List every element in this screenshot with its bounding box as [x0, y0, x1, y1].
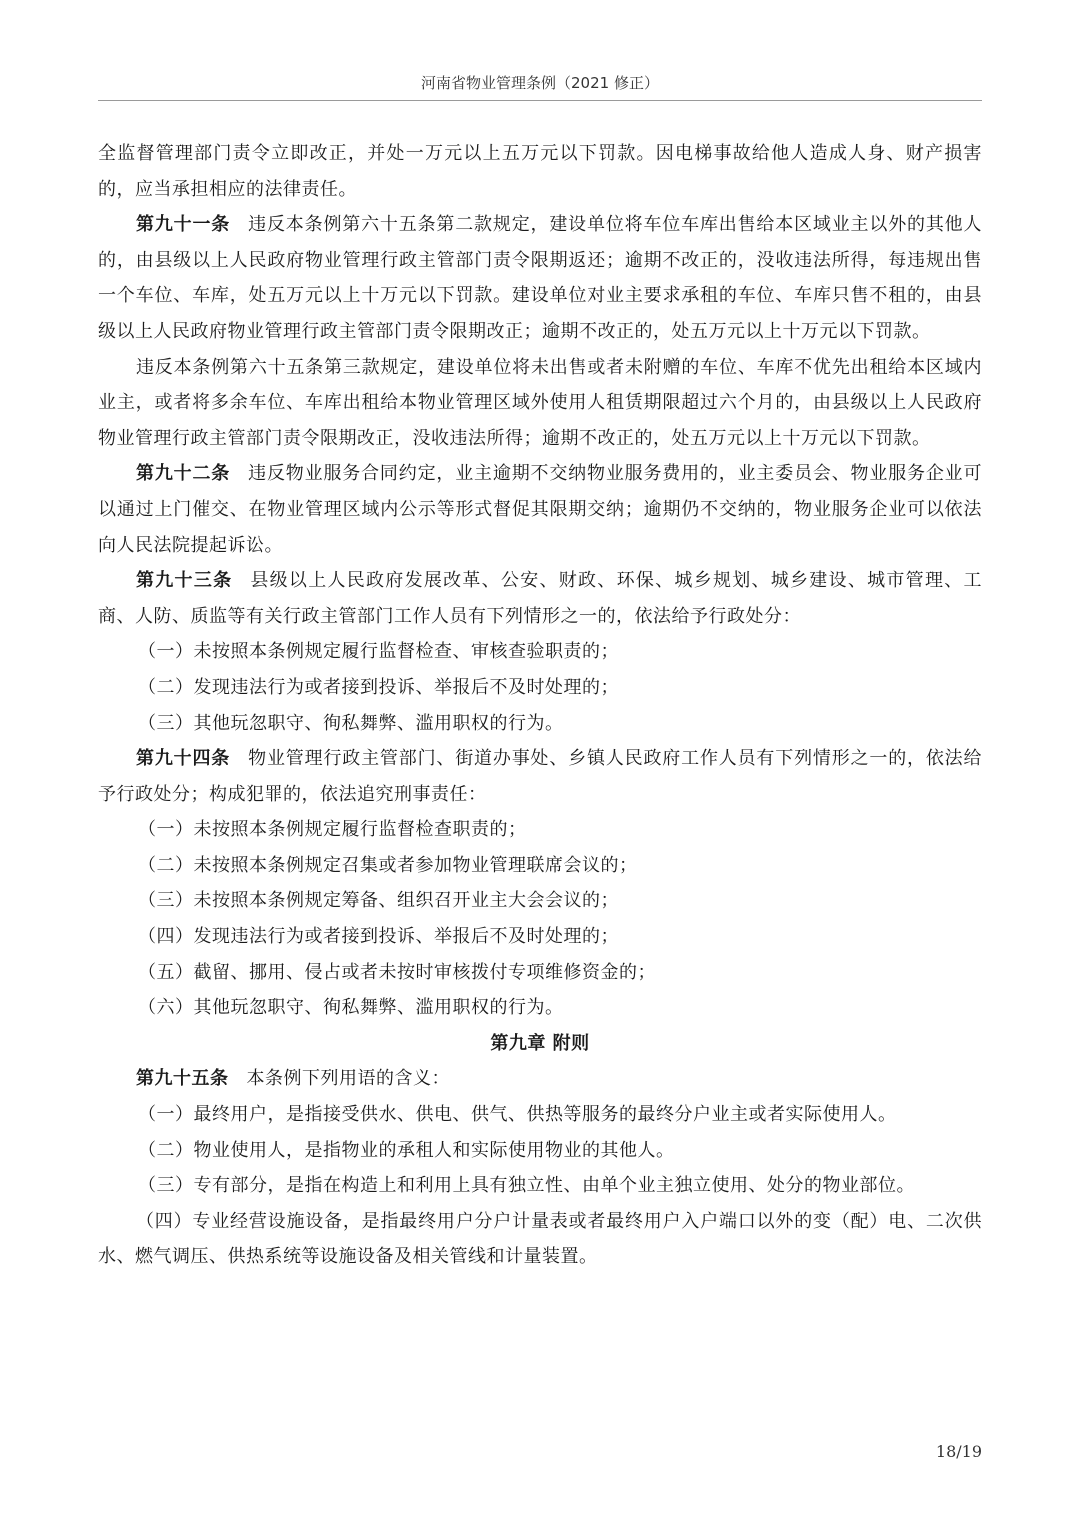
- article-number: 第九十四条: [136, 748, 231, 770]
- list-item: （四）专业经营设施设备，是指最终用户分户计量表或者最终用户入户端口以外的变（配）电、二次供水、燃气调压、供热系统等设施设备及相关管线和计量装置。: [98, 1210, 982, 1268]
- list-item: （三）未按照本条例规定筹备、组织召开业主大会会议的；: [138, 890, 619, 912]
- article-number: 第九十二条: [136, 463, 231, 485]
- page-header: [98, 66, 982, 101]
- article-text: 违反物业服务合同约定，业主逾期不交纳物业服务费用的，业主委员会、物业服务企业可以通过上门催交、在物业管理区域内公示等形式督促其限期交纳；逾期仍不交纳的，物业服务企业可以依法向人民法院提起诉讼。: [98, 463, 983, 556]
- list-item: （二）发现违法行为或者接到投诉、举报后不及时处理的；: [138, 676, 619, 698]
- article-text: 本条例下列用语的含义：: [246, 1068, 450, 1090]
- list-item: （一）最终用户，是指接受供水、供电、供气、供热等服务的最终分户业主或者实际使用人。: [138, 1104, 897, 1126]
- list-item: （二）未按照本条例规定召集或者参加物业管理联席会议的；: [138, 854, 638, 876]
- list-item: （二）物业使用人，是指物业的承租人和实际使用物业的其他人。: [138, 1139, 675, 1161]
- article-text: 县级以上人民政府发展改革、公安、财政、环保、城乡规划、城乡建设、城市管理、工商、人防、质监等有关行政主管部门工作人员有下列情形之一的，依法给予行政处分：: [98, 570, 983, 627]
- list-item: （三）专有部分，是指在构造上和利用上具有独立性、由单个业主独立使用、处分的物业部位。: [138, 1175, 915, 1197]
- article-93: [98, 563, 982, 634]
- list-item: （三）其他玩忽职守、徇私舞弊、滥用职权的行为。: [138, 712, 564, 734]
- list-item: （五）截留、挪用、侵占或者未按时审核拨付专项维修资金的；: [138, 961, 656, 983]
- paragraph-continued: 全监督管理部门责令立即改正，并处一万元以上五万元以下罚款。因电梯事故给他人造成人身、财产损害的，应当承担相应的法律责任。: [98, 143, 982, 200]
- paragraph: 违反本条例第六十五条第三款规定，建设单位将未出售或者未附赠的车位、车库不优先出租给本区域内业主，或者将多余车位、车库出租给本物业管理区域外使用人租赁期限超过六个月的，由县级以上人民政府物业管理行政主管部门责令限期改正，没收违法所得；逾期不改正的，处五万元以上十万元以下罚款。: [98, 356, 982, 449]
- article-95: [98, 1061, 982, 1097]
- article-number: 第九十一条: [136, 214, 231, 236]
- article-text: 违反本条例第六十五条第二款规定，建设单位将车位车库出售给本区域业主以外的其他人的，由县级以上人民政府物业管理行政主管部门责令限期返还；逾期不改正的，没收违法所得，每违规出售一个车位、车库，处五万元以上十万元以下罚款。建设单位对业主要求承租的车位、车库只售不租的，由县级以上人民政府物业管理行政主管部门责令限期改正；逾期不改正的，处五万元以上十万元以下罚款。: [98, 214, 983, 342]
- list-item: （一）未按照本条例规定履行监督检查职责的；: [138, 819, 527, 841]
- article-94: [98, 741, 982, 812]
- document-body: [98, 136, 982, 1275]
- article-92: [98, 456, 982, 563]
- article-number: 第九十五条: [136, 1068, 229, 1090]
- chapter-heading: 第九章 附则: [490, 1032, 590, 1054]
- document-title: 河南省物业管理条例（2021 修正）: [421, 74, 659, 92]
- list-item: （六）其他玩忽职守、徇私舞弊、滥用职权的行为。: [138, 997, 564, 1019]
- article-text: 物业管理行政主管部门、街道办事处、乡镇人民政府工作人员有下列情形之一的，依法给予行政处分；构成犯罪的，依法追究刑事责任：: [98, 748, 983, 805]
- list-item: （一）未按照本条例规定履行监督检查、审核查验职责的；: [138, 641, 619, 663]
- list-item: （四）发现违法行为或者接到投诉、举报后不及时处理的；: [138, 926, 619, 948]
- article-91: [98, 207, 982, 349]
- page-number: 18/19: [935, 1442, 982, 1461]
- article-number: 第九十三条: [136, 570, 233, 592]
